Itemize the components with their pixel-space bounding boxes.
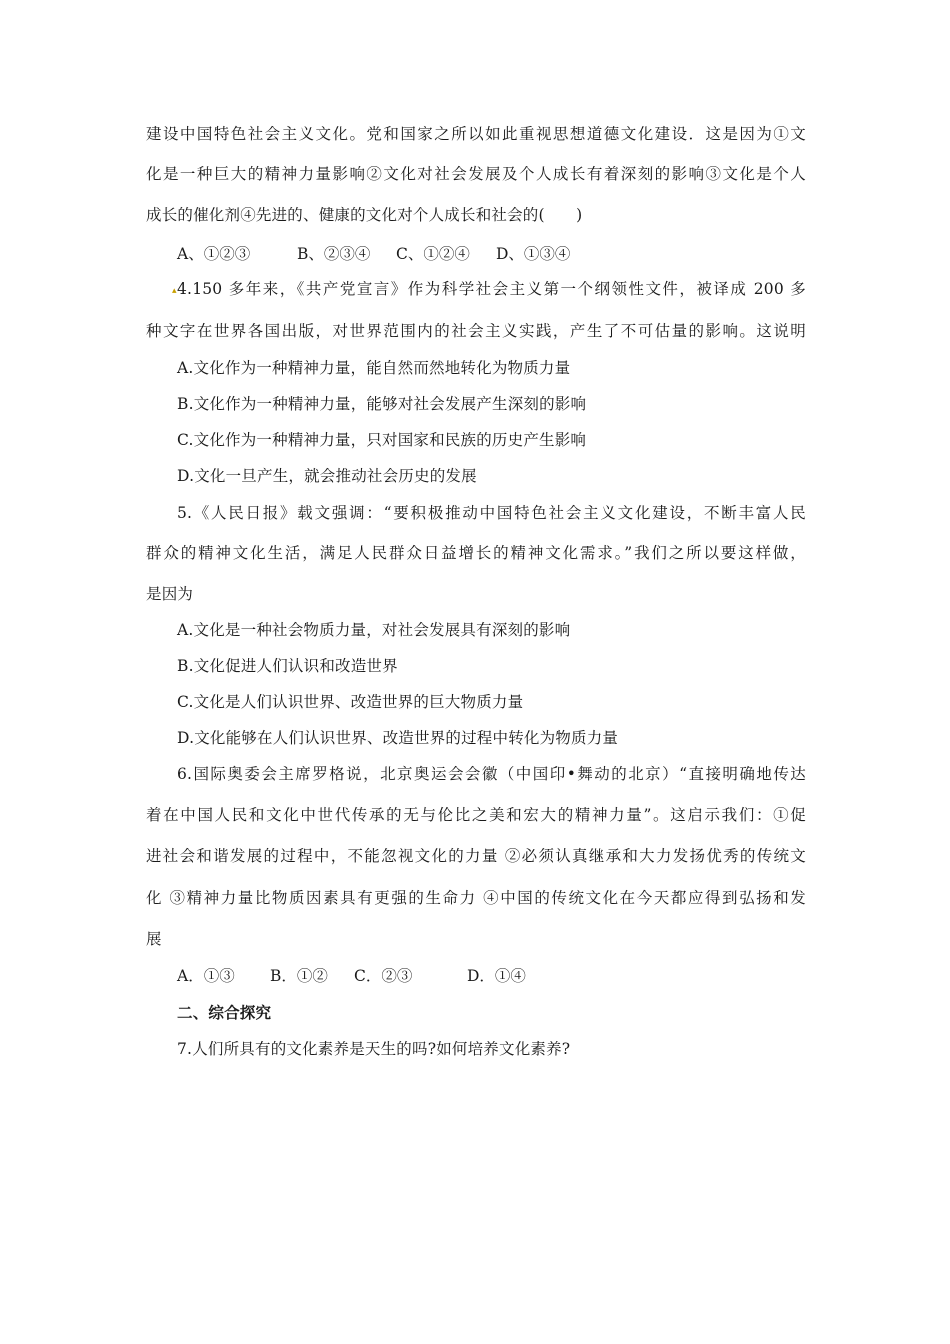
- q4-option-b: B.文化作为一种精神力量，能够对社会发展产生深刻的影响: [177, 395, 587, 413]
- q4-line-1: 4.150 多年来，《共产党宣言》作为科学社会主义第一个纲领性文件，被译成 200 多: [177, 280, 806, 298]
- q3-option-b: B、②③④: [297, 245, 371, 263]
- q6-option-b: B．①②: [270, 967, 328, 985]
- q6-line-4: 化 ③精神力量比物质因素具有更强的生命力 ④中国的传统文化在今天都应得到弘扬和发: [146, 889, 806, 907]
- q4-option-d: D.文化一旦产生，就会推动社会历史的发展: [177, 467, 477, 485]
- q4-option-c: C.文化作为一种精神力量，只对国家和民族的历史产生影响: [177, 431, 587, 449]
- q6-line-5: 展: [146, 930, 162, 948]
- q5-option-c: C.文化是人们认识世界、改造世界的巨大物质力量: [177, 693, 524, 711]
- q5-line-1: 5.《人民日报》载文强调：“要积极推动中国特色社会主义文化建设，不断丰富人民: [177, 504, 806, 522]
- q3-option-a: A、①②③: [177, 245, 251, 263]
- q6-option-c: C．②③: [354, 967, 413, 985]
- edit-marker-icon: ▴: [172, 286, 177, 296]
- q3-line-2: 化是一种巨大的精神力量影响②文化对社会发展及个人成长有着深刻的影响③文化是个人: [146, 165, 806, 183]
- section-heading: 二、综合探究: [177, 1003, 272, 1022]
- q5-option-a: A.文化是一种社会物质力量，对社会发展具有深刻的影响: [177, 621, 571, 639]
- q6-option-a: A．①③: [177, 967, 235, 985]
- q6-option-d: D．①④: [467, 967, 526, 985]
- q6-line-3: 进社会和谐发展的过程中，不能忽视文化的力量 ②必须认真继承和大力发扬优秀的传统文: [146, 847, 806, 865]
- q5-line-2: 群众的精神文化生活，满足人民群众日益增长的精神文化需求。”我们之所以要这样做，: [146, 544, 806, 562]
- q5-option-b: B.文化促进人们认识和改造世界: [177, 657, 398, 675]
- q3-option-d: D、①③④: [496, 245, 571, 263]
- q5-line-3: 是因为: [146, 585, 194, 603]
- q4-line-2: 种文字在世界各国出版，对世界范围内的社会主义实践，产生了不可估量的影响。这说明: [146, 322, 806, 340]
- q3-line-1: 建设中国特色社会主义文化。党和国家之所以如此重视思想道德文化建设．这是因为①文: [146, 125, 806, 143]
- q6-line-2: 着在中国人民和文化中世代传承的无与伦比之美和宏大的精神力量”。这启示我们：①促: [146, 806, 806, 824]
- q3-option-c: C、①②④: [396, 245, 470, 263]
- q7-text: 7.人们所具有的文化素养是天生的吗?如何培养文化素养?: [177, 1040, 571, 1058]
- q6-line-1: 6.国际奥委会主席罗格说，北京奥运会会徽（中国印•舞动的北京）“直接明确地传达: [177, 765, 806, 783]
- q3-line-3: 成长的催化剂④先进的、健康的文化对个人成长和社会的( ): [146, 206, 583, 224]
- q5-option-d: D.文化能够在人们认识世界、改造世界的过程中转化为物质力量: [177, 729, 619, 747]
- q4-option-a: A.文化作为一种精神力量，能自然而然地转化为物质力量: [177, 359, 571, 377]
